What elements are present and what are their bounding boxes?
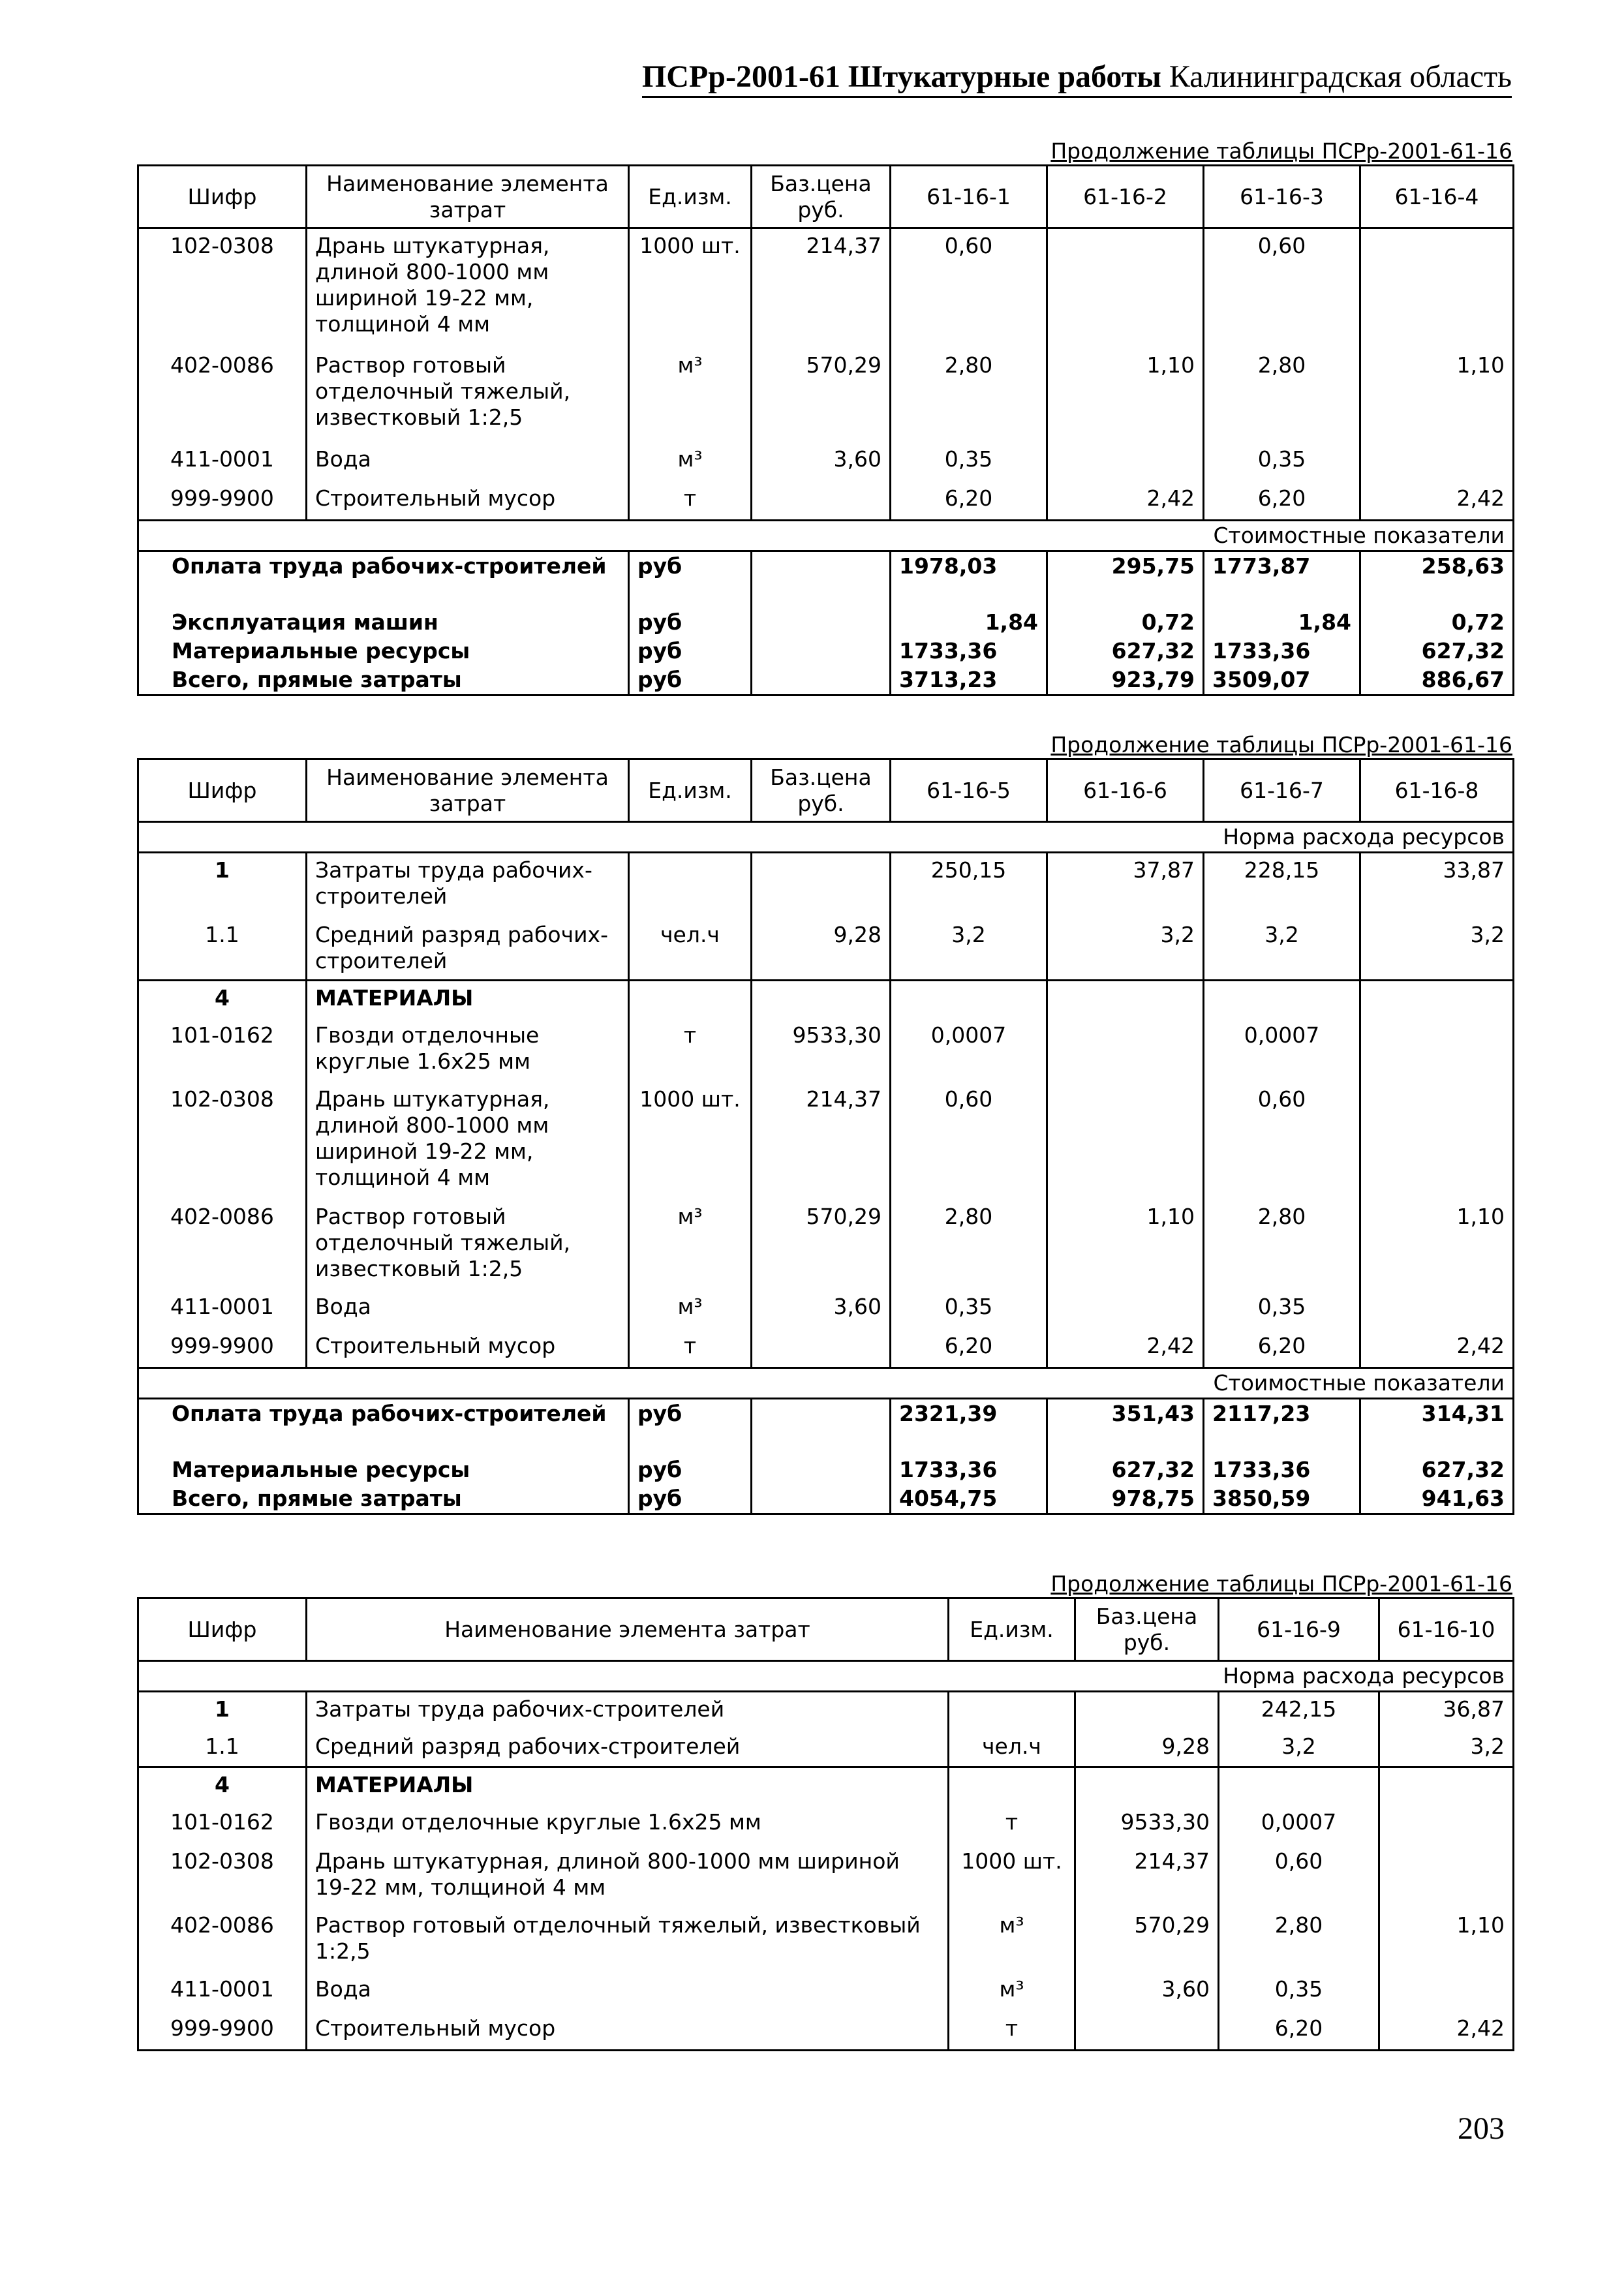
- value-cell: 3,2: [1219, 1730, 1379, 1767]
- code-cell: 102-0308: [138, 228, 307, 348]
- section-row: [138, 1368, 1514, 1399]
- code-cell: 1: [138, 1692, 307, 1730]
- code-cell: 1.1: [138, 918, 307, 981]
- section-row: [138, 822, 1514, 853]
- price-cell: 3,60: [1075, 1972, 1219, 2011]
- value-cell: [1360, 1290, 1514, 1329]
- column-header: 61-16-1: [891, 166, 1047, 228]
- unit-cell: м³: [629, 442, 752, 481]
- code-cell: 101-0162: [138, 1018, 307, 1082]
- table-row: [138, 228, 1514, 348]
- value-cell: 1,10: [1360, 1200, 1514, 1290]
- value-cell: 2,42: [1360, 481, 1514, 521]
- price-cell: [752, 481, 891, 521]
- value-cell: 2,80: [1219, 1908, 1379, 1972]
- table-row: [138, 1692, 1514, 1730]
- cost-value: 2321,39: [891, 1399, 1047, 1429]
- table2-header-row: [138, 759, 1514, 822]
- table-row: [138, 1290, 1514, 1329]
- code-cell: 402-0086: [138, 1908, 307, 1972]
- name-cell: Дрань штукатурная, длиной 800-1000 мм шириной 19-22 мм, толщиной 4 мм: [307, 228, 629, 348]
- table1-caption: Продолжение таблицы ПСРр-2001-61-16: [1050, 138, 1512, 164]
- code-cell: 411-0001: [138, 442, 307, 481]
- value-cell: [1047, 442, 1204, 481]
- table-row: [138, 481, 1514, 521]
- cost-unit: руб: [629, 1456, 752, 1484]
- value-cell: 242,15: [1219, 1692, 1379, 1730]
- section-row: [138, 521, 1514, 551]
- cost-value: 1,84: [891, 608, 1047, 637]
- cost-row: [138, 1484, 1514, 1514]
- name-cell: Средний разряд рабочих-строителей: [307, 918, 629, 981]
- value-cell: 0,35: [891, 1290, 1047, 1329]
- value-cell: [1360, 1018, 1514, 1082]
- table-row: [138, 1844, 1514, 1908]
- name-cell: Вода: [307, 442, 629, 481]
- cost-value: 627,32: [1047, 637, 1204, 665]
- value-cell: [1379, 1972, 1514, 2011]
- empty-cell: [752, 665, 891, 695]
- name-cell: Раствор готовый отделочный тяжелый, известковый 1:2,5: [307, 1200, 629, 1290]
- cost-value: 1733,36: [1204, 637, 1360, 665]
- value-cell: 0,35: [1204, 1290, 1360, 1329]
- column-header: Баз.цена руб.: [1075, 1598, 1219, 1661]
- price-cell: [752, 1329, 891, 1368]
- code-cell: 102-0308: [138, 1082, 307, 1200]
- code-cell: 402-0086: [138, 348, 307, 442]
- materials-heading-row: [138, 1767, 1514, 1805]
- value-cell: [1379, 1844, 1514, 1908]
- unit-cell: м³: [629, 1290, 752, 1329]
- cost-row: [138, 551, 1514, 581]
- cost-value: 886,67: [1360, 665, 1514, 695]
- column-header: 61-16-2: [1047, 166, 1204, 228]
- cost-value: 1978,03: [891, 551, 1047, 581]
- value-cell: 2,80: [891, 1200, 1047, 1290]
- unit-cell: т: [629, 481, 752, 521]
- table2-caption: Продолжение таблицы ПСРр-2001-61-16: [1050, 732, 1512, 757]
- unit-cell: т: [629, 1329, 752, 1368]
- cost-label: Всего, прямые затраты: [138, 665, 629, 695]
- page-number: 203: [1458, 2111, 1505, 2146]
- cost-unit: руб: [629, 1484, 752, 1514]
- column-header: 61-16-7: [1204, 759, 1360, 822]
- code-cell: 101-0162: [138, 1805, 307, 1844]
- region-name: Калининградская область: [1169, 59, 1512, 94]
- unit-cell: 1000 шт.: [629, 1082, 752, 1200]
- code-cell: 999-9900: [138, 481, 307, 521]
- page-header: [642, 60, 1512, 98]
- unit-cell: [629, 853, 752, 918]
- value-cell: 6,20: [891, 1329, 1047, 1368]
- price-cell: 3,60: [752, 1290, 891, 1329]
- cost-unit: руб: [629, 551, 752, 581]
- section-row: [138, 1661, 1514, 1692]
- name-cell: Строительный мусор: [307, 2011, 949, 2051]
- name-cell: Вода: [307, 1972, 949, 2011]
- column-header: 61-16-6: [1047, 759, 1204, 822]
- document-code-title: ПСРр-2001-61 Штукатурные работы: [641, 59, 1161, 94]
- name-cell: Раствор готовый отделочный тяжелый, известковый 1:2,5: [307, 1908, 949, 1972]
- value-cell: 6,20: [1204, 481, 1360, 521]
- column-header: Баз.цена руб.: [752, 166, 891, 228]
- name-cell: Раствор готовый отделочный тяжелый, известковый 1:2,5: [307, 348, 629, 442]
- value-cell: 6,20: [1204, 1329, 1360, 1368]
- column-header: Баз.цена руб.: [752, 759, 891, 822]
- price-cell: 9,28: [752, 918, 891, 981]
- column-header: Ед.изм.: [629, 166, 752, 228]
- value-cell: 2,42: [1379, 2011, 1514, 2051]
- name-cell: Затраты труда рабочих-строителей: [307, 853, 629, 918]
- table1-block: [137, 138, 1512, 696]
- value-cell: 2,80: [1204, 348, 1360, 442]
- column-header: Шифр: [138, 166, 307, 228]
- table1: [137, 164, 1514, 696]
- cost-row: [138, 1456, 1514, 1484]
- cost-value: 0,72: [1360, 608, 1514, 637]
- table-row: [138, 1329, 1514, 1368]
- cost-value: 627,32: [1360, 1456, 1514, 1484]
- cost-value: 1733,36: [1204, 1456, 1360, 1484]
- unit-cell: 1000 шт.: [949, 1844, 1075, 1908]
- cost-value: 4054,75: [891, 1484, 1047, 1514]
- price-cell: 9533,30: [752, 1018, 891, 1082]
- cost-label: Оплата труда рабочих-строителей: [138, 1399, 629, 1429]
- table3-caption: Продолжение таблицы ПСРр-2001-61-16: [1050, 1571, 1512, 1597]
- value-cell: 37,87: [1047, 853, 1204, 918]
- code-cell: 999-9900: [138, 1329, 307, 1368]
- column-header: Наименование элемента затрат: [307, 166, 629, 228]
- code-cell: 1: [138, 853, 307, 918]
- value-cell: [1047, 1018, 1204, 1082]
- table-row: [138, 1972, 1514, 2011]
- cost-value: 923,79: [1047, 665, 1204, 695]
- name-cell: Затраты труда рабочих-строителей: [307, 1692, 949, 1730]
- column-header: 61-16-9: [1219, 1598, 1379, 1661]
- value-cell: 3,2: [1379, 1730, 1514, 1767]
- column-header: Ед.изм.: [949, 1598, 1075, 1661]
- section-label: Норма расхода ресурсов: [138, 1661, 1514, 1692]
- unit-cell: т: [949, 2011, 1075, 2051]
- price-cell: 214,37: [752, 1082, 891, 1200]
- section-label: Норма расхода ресурсов: [138, 822, 1514, 853]
- cost-value: 627,32: [1360, 637, 1514, 665]
- code-cell: 411-0001: [138, 1972, 307, 2011]
- value-cell: 0,35: [1219, 1972, 1379, 2011]
- cost-unit: руб: [629, 1399, 752, 1429]
- name-cell: Дрань штукатурная, длиной 800-1000 мм шириной 19-22 мм, толщиной 4 мм: [307, 1082, 629, 1200]
- column-header: 61-16-10: [1379, 1598, 1514, 1661]
- value-cell: 0,35: [891, 442, 1047, 481]
- code-cell: 4: [138, 1767, 307, 1805]
- value-cell: 228,15: [1204, 853, 1360, 918]
- cost-value: 351,43: [1047, 1399, 1204, 1429]
- cost-unit: руб: [629, 608, 752, 637]
- unit-cell: т: [629, 1018, 752, 1082]
- value-cell: [1379, 1805, 1514, 1844]
- value-cell: 2,42: [1360, 1329, 1514, 1368]
- cost-value: 0,72: [1047, 608, 1204, 637]
- value-cell: 2,42: [1047, 481, 1204, 521]
- cost-value: 978,75: [1047, 1484, 1204, 1514]
- column-header: Шифр: [138, 1598, 307, 1661]
- empty-cell: [752, 551, 891, 581]
- cost-label: Всего, прямые затраты: [138, 1484, 629, 1514]
- cost-label: Эксплуатация машин: [138, 608, 629, 637]
- empty-cell: [752, 1484, 891, 1514]
- price-cell: 570,29: [1075, 1908, 1219, 1972]
- table-row: [138, 2011, 1514, 2051]
- code-cell: 1.1: [138, 1730, 307, 1767]
- value-cell: 250,15: [891, 853, 1047, 918]
- cost-value: 295,75: [1047, 551, 1204, 581]
- price-cell: 214,37: [1075, 1844, 1219, 1908]
- value-cell: 0,60: [1219, 1844, 1379, 1908]
- code-cell: 102-0308: [138, 1844, 307, 1908]
- price-cell: 570,29: [752, 1200, 891, 1290]
- unit-cell: чел.ч: [949, 1730, 1075, 1767]
- table-row: [138, 1908, 1514, 1972]
- table2: [137, 758, 1514, 1515]
- column-header: 61-16-5: [891, 759, 1047, 822]
- table-row: [138, 1730, 1514, 1767]
- name-cell: Гвозди отделочные круглые 1.6х25 мм: [307, 1805, 949, 1844]
- value-cell: 1,10: [1047, 1200, 1204, 1290]
- unit-cell: м³: [949, 1908, 1075, 1972]
- unit-cell: т: [949, 1805, 1075, 1844]
- unit-cell: 1000 шт.: [629, 228, 752, 348]
- table-row: [138, 1805, 1514, 1844]
- value-cell: 3,2: [891, 918, 1047, 981]
- column-header: 61-16-8: [1360, 759, 1514, 822]
- cost-label: Оплата труда рабочих-строителей: [138, 551, 629, 581]
- table-row: [138, 853, 1514, 918]
- cost-row: [138, 637, 1514, 665]
- price-cell: 3,60: [752, 442, 891, 481]
- value-cell: 0,35: [1204, 442, 1360, 481]
- cost-value: 1773,87: [1204, 551, 1360, 581]
- section-label: Стоимостные показатели: [138, 1368, 1514, 1399]
- value-cell: 3,2: [1047, 918, 1204, 981]
- name-cell: Вода: [307, 1290, 629, 1329]
- cost-value: 3713,23: [891, 665, 1047, 695]
- table-row: [138, 1018, 1514, 1082]
- table3-header-row: [138, 1598, 1514, 1661]
- table-row: [138, 918, 1514, 981]
- value-cell: 6,20: [891, 481, 1047, 521]
- empty-cell: [752, 1399, 891, 1429]
- cost-unit: руб: [629, 637, 752, 665]
- column-header: 61-16-3: [1204, 166, 1360, 228]
- code-cell: 402-0086: [138, 1200, 307, 1290]
- column-header: 61-16-4: [1360, 166, 1514, 228]
- table1-header-row: [138, 166, 1514, 228]
- name-cell: Строительный мусор: [307, 481, 629, 521]
- cost-label: Материальные ресурсы: [138, 1456, 629, 1484]
- value-cell: [1360, 442, 1514, 481]
- cost-value: 1733,36: [891, 1456, 1047, 1484]
- unit-cell: м³: [629, 348, 752, 442]
- value-cell: 3,2: [1204, 918, 1360, 981]
- name-cell: Средний разряд рабочих-строителей: [307, 1730, 949, 1767]
- table-row: [138, 348, 1514, 442]
- materials-heading: МАТЕРИАЛЫ: [307, 981, 629, 1018]
- cost-row: [138, 665, 1514, 695]
- value-cell: 0,60: [891, 228, 1047, 348]
- value-cell: 0,0007: [891, 1018, 1047, 1082]
- price-cell: [1075, 1692, 1219, 1730]
- value-cell: 0,60: [891, 1082, 1047, 1200]
- code-cell: 999-9900: [138, 2011, 307, 2051]
- column-header: Ед.изм.: [629, 759, 752, 822]
- name-cell: Строительный мусор: [307, 1329, 629, 1368]
- name-cell: Дрань штукатурная, длиной 800-1000 мм шириной 19-22 мм, толщиной 4 мм: [307, 1844, 949, 1908]
- code-cell: 4: [138, 981, 307, 1018]
- section-label: Стоимостные показатели: [138, 521, 1514, 551]
- price-cell: 570,29: [752, 348, 891, 442]
- price-cell: 9,28: [1075, 1730, 1219, 1767]
- value-cell: 2,80: [1204, 1200, 1360, 1290]
- value-cell: [1360, 1082, 1514, 1200]
- column-header: Наименование элемента затрат: [307, 759, 629, 822]
- value-cell: 33,87: [1360, 853, 1514, 918]
- materials-heading-row: [138, 981, 1514, 1018]
- cost-unit: руб: [629, 665, 752, 695]
- value-cell: 6,20: [1219, 2011, 1379, 2051]
- value-cell: 0,60: [1204, 228, 1360, 348]
- value-cell: [1047, 228, 1204, 348]
- table-row: [138, 1200, 1514, 1290]
- name-cell: Гвозди отделочные круглые 1.6х25 мм: [307, 1018, 629, 1082]
- value-cell: 1,10: [1360, 348, 1514, 442]
- cost-value: 941,63: [1360, 1484, 1514, 1514]
- value-cell: 2,80: [891, 348, 1047, 442]
- spacer-row: [138, 1428, 1514, 1456]
- value-cell: 1,10: [1379, 1908, 1514, 1972]
- code-cell: 411-0001: [138, 1290, 307, 1329]
- value-cell: 36,87: [1379, 1692, 1514, 1730]
- cost-value: 2117,23: [1204, 1399, 1360, 1429]
- table-row: [138, 442, 1514, 481]
- unit-cell: м³: [949, 1972, 1075, 2011]
- cost-row: [138, 1399, 1514, 1429]
- cost-value: 627,32: [1047, 1456, 1204, 1484]
- cost-label: Материальные ресурсы: [138, 637, 629, 665]
- table2-block: [137, 732, 1512, 1515]
- empty-cell: [752, 608, 891, 637]
- value-cell: 0,0007: [1204, 1018, 1360, 1082]
- value-cell: 0,60: [1204, 1082, 1360, 1200]
- spacer-row: [138, 581, 1514, 608]
- column-header: Шифр: [138, 759, 307, 822]
- value-cell: 3,2: [1360, 918, 1514, 981]
- unit-cell: м³: [629, 1200, 752, 1290]
- empty-cell: [752, 637, 891, 665]
- price-cell: [752, 853, 891, 918]
- empty-cell: [752, 1456, 891, 1484]
- price-cell: [1075, 2011, 1219, 2051]
- table-row: [138, 1082, 1514, 1200]
- table3: [137, 1597, 1514, 2051]
- materials-heading: МАТЕРИАЛЫ: [307, 1767, 949, 1805]
- cost-value: 3850,59: [1204, 1484, 1360, 1514]
- price-cell: 214,37: [752, 228, 891, 348]
- price-cell: 9533,30: [1075, 1805, 1219, 1844]
- cost-value: 1,84: [1204, 608, 1360, 637]
- cost-value: 1733,36: [891, 637, 1047, 665]
- value-cell: [1360, 228, 1514, 348]
- unit-cell: чел.ч: [629, 918, 752, 981]
- value-cell: 0,0007: [1219, 1805, 1379, 1844]
- value-cell: 2,42: [1047, 1329, 1204, 1368]
- value-cell: [1047, 1082, 1204, 1200]
- column-header: Наименование элемента затрат: [307, 1598, 949, 1661]
- table3-block: [137, 1571, 1512, 2051]
- value-cell: [1047, 1290, 1204, 1329]
- cost-value: 258,63: [1360, 551, 1514, 581]
- unit-cell: [949, 1692, 1075, 1730]
- cost-value: 3509,07: [1204, 665, 1360, 695]
- cost-value: 314,31: [1360, 1399, 1514, 1429]
- value-cell: 1,10: [1047, 348, 1204, 442]
- cost-row: [138, 608, 1514, 637]
